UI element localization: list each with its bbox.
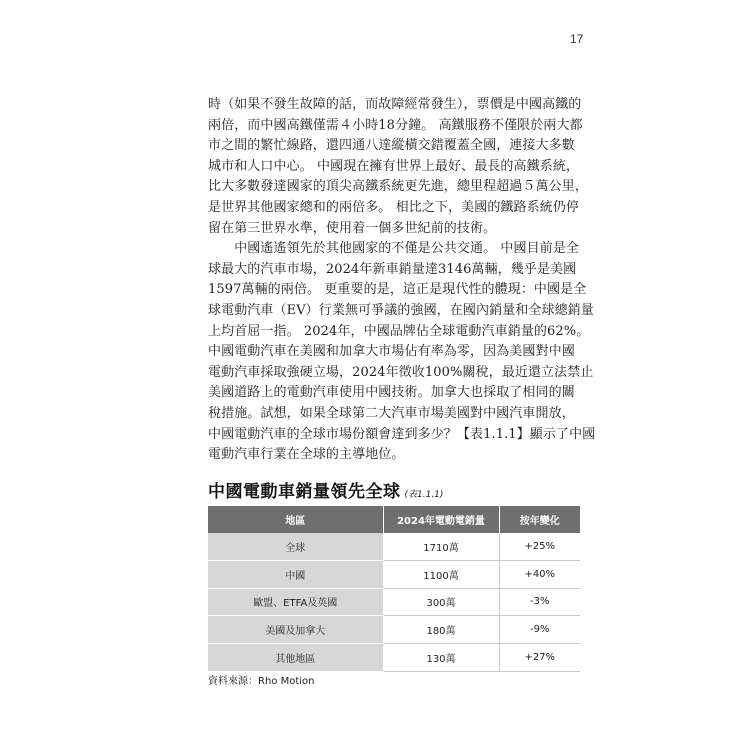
cell-change: -3%: [499, 588, 580, 616]
body-line: 比大多數發達國家的頂尖高鐵系統更先進，總里程超過５萬公里，: [208, 179, 588, 195]
body-line: 城市和人口中心。 中國現在擁有世界上最好、最長的高鐵系統，: [208, 158, 580, 174]
page-number: 17: [570, 32, 584, 46]
cell-sales: 1100萬: [383, 560, 499, 588]
cell-change: +27%: [499, 644, 580, 672]
header-change: 按年變化: [499, 506, 580, 533]
body-line: 留在第三世界水準，使用着一個多世紀前的技術。: [208, 220, 497, 236]
cell-region: 美國及加拿大: [208, 616, 383, 644]
body-text: [208, 95, 596, 466]
cell-sales: 1710萬: [383, 533, 499, 560]
body-line: 中國電動汽車的全球市場份額會達到多少？【表1.1.1】顯示了中國: [208, 426, 596, 442]
body-line: 球電動汽車（EV）行業無可爭議的強國，在國內銷量和全球總銷量: [208, 302, 594, 318]
header-sales: 2024年電動電銷量: [383, 506, 499, 533]
body-line: 電動汽車行業在全球的主導地位。: [208, 447, 405, 463]
body-line: 電動汽車採取強硬立場，2024年徵收100%關稅，最近還立法禁止: [208, 364, 594, 380]
source-note: 資料來源：Rho Motion: [208, 676, 315, 687]
cell-region: 其他地區: [208, 644, 383, 672]
body-line: 是世界其他國家總和的兩倍多。 相比之下，美國的鐵路系統仍停: [208, 199, 580, 215]
body-line: 時（如果不發生故障的話，而故障經常發生），票價是中國高鐵的: [208, 97, 582, 112]
table-title-text: 中國電動車銷量領先全球: [208, 482, 401, 502]
cell-sales: 180萬: [383, 616, 499, 644]
cell-sales: 130萬: [383, 644, 499, 672]
body-line: 中國遙遙領先於其他國家的不僅是公共交通。 中國目前是全: [208, 241, 580, 257]
cell-sales: 300萬: [383, 588, 499, 616]
table-row: [208, 644, 580, 672]
body-line: 上均首屈一指。 2024年，中國品牌佔全球電動汽車銷量的62%。: [208, 323, 590, 339]
cell-region: 歐盟、ETFA及英國: [208, 588, 383, 616]
table-row: [208, 533, 580, 560]
body-line: 1597萬輛的兩倍。 更重要的是，這正是現代性的體現：中國是全: [208, 282, 587, 298]
body-line: 兩倍，而中國高鐵僅需４小時18分鐘。 高鐵服務不僅限於兩大都: [208, 117, 583, 133]
cell-region: 全球: [208, 533, 383, 560]
table-header-row: [208, 506, 580, 533]
header-region: 地區: [208, 506, 383, 533]
table-reference: (表1.1.1): [404, 490, 444, 500]
table-row: [208, 560, 580, 588]
body-line: 市之間的繁忙線路，還四通八達縱橫交錯覆蓋全國，連接大多數: [208, 138, 575, 154]
cell-change: -9%: [499, 616, 580, 644]
table-row: [208, 588, 580, 616]
table-title: [208, 477, 443, 503]
body-line: 球最大的汽車市場，2024年新車銷量達3146萬輛，幾乎是美國: [208, 261, 577, 277]
cell-change: +40%: [499, 560, 580, 588]
body-line: 中國電動汽車在美國和加拿大市場佔有率為零，因為美國對中國: [208, 344, 575, 360]
table-row: [208, 616, 580, 644]
body-line: 稅措施。試想，如果全球第二大汽車市場美國對中國汽車開放，: [208, 405, 575, 421]
cell-change: +25%: [499, 533, 580, 560]
body-line: 美國道路上的電動汽車使用中國技術。加拿大也採取了相同的關: [208, 385, 575, 401]
ev-sales-table: [208, 506, 580, 672]
cell-region: 中國: [208, 560, 383, 588]
